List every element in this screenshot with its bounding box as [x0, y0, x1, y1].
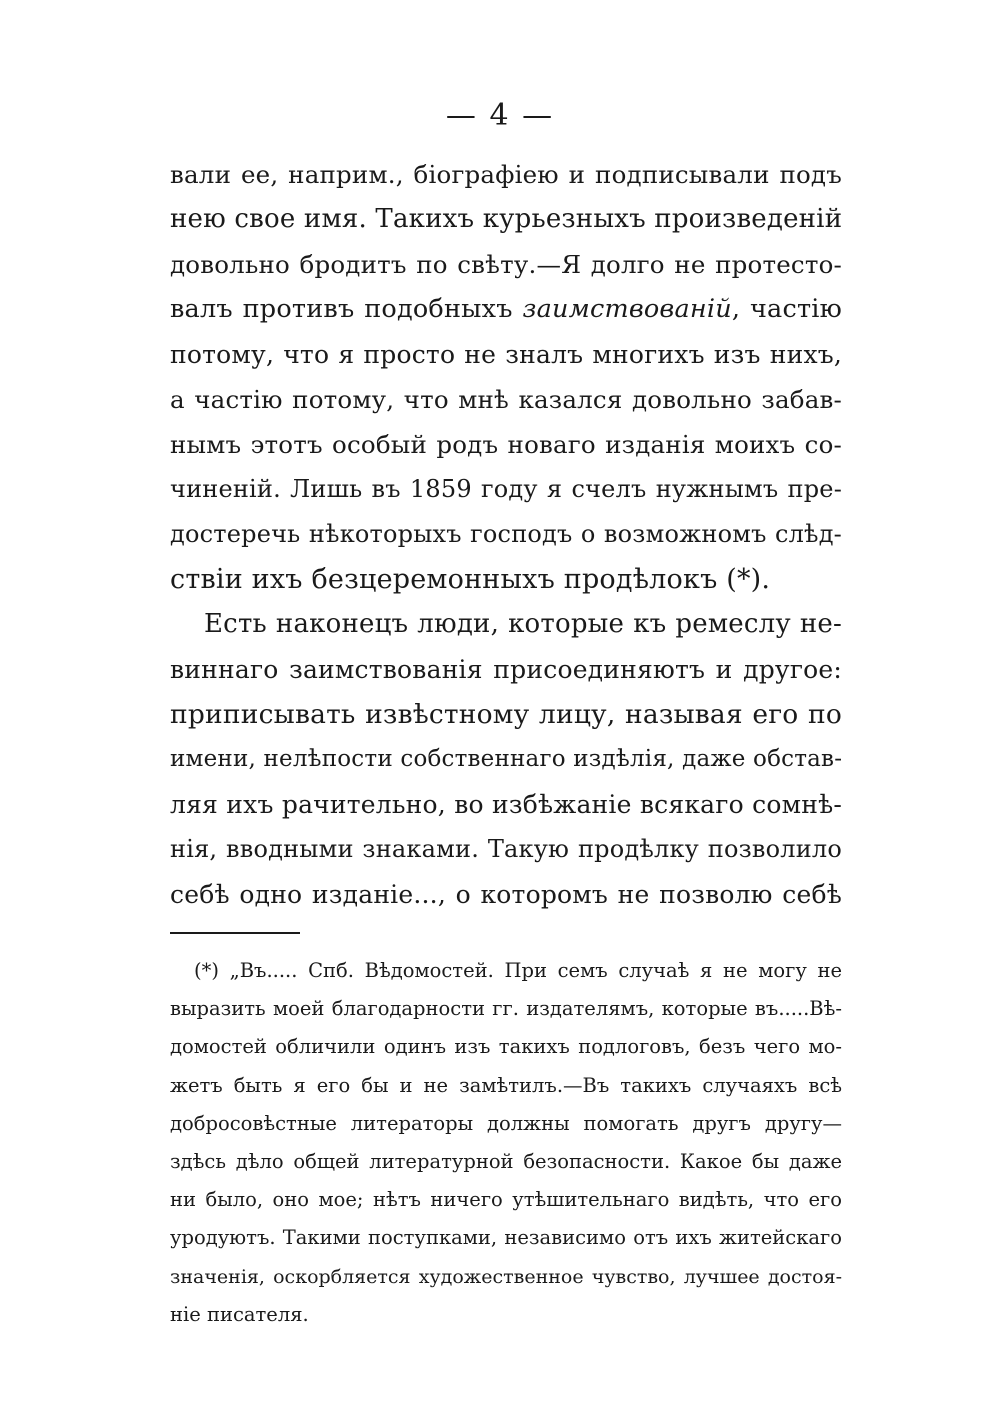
text-line: вали ее, наприм., біографіею и подписывали подъ: [170, 160, 842, 189]
footnote-line: значенія, оскорбляется художественное чувство, лучшее достоя-: [170, 1265, 842, 1288]
footnote-line: домостей обличили одинъ изъ такихъ подлоговъ, безъ чего мо-: [170, 1035, 842, 1059]
text-span: валъ противъ подобныхъ: [170, 294, 523, 324]
footnote-line: ніе писателя.: [170, 1302, 309, 1326]
page-number: — 4 —: [445, 98, 555, 133]
text-line: довольно бродитъ по свѣту.—Я долго не протесто-: [170, 250, 842, 279]
italic-word: заимствованій: [522, 294, 732, 324]
text-span: , частію: [731, 294, 843, 324]
text-line: приписывать извѣстному лицу, называя его по: [170, 699, 842, 730]
text-line: ствіи ихъ безцеремонныхъ продѣлокъ (*).: [170, 564, 771, 595]
text-line: а частію потому, что мнѣ казался довольно забав-: [170, 385, 842, 414]
footnote-line: выразить моей благодарности гг. издателямъ, которые въ.....Вѣ-: [170, 997, 842, 1021]
text-line: достеречь нѣкоторыхъ господъ о возможномъ слѣд-: [170, 520, 842, 548]
text-line: [170, 287, 842, 332]
main-text: [170, 152, 842, 917]
text-line: нымъ этотъ особый родъ новаго изданія моихъ со-: [170, 430, 842, 459]
text-line: нія, вводными знаками. Такую продѣлку позволило: [170, 835, 842, 863]
paragraph-start-line: Есть наконецъ люди, которые къ ремеслу не-: [204, 609, 842, 639]
footnote-divider: [170, 932, 300, 934]
footnote: [170, 952, 842, 1334]
footnote-line: ни было, оно мое; нѣтъ ничего утѣшительнаго видѣть, что его: [170, 1188, 842, 1212]
footnote-line: (*) „Въ..... Спб. Вѣдомостей. При семъ случаѣ я не могу не: [194, 959, 842, 982]
text-line: чиненій. Лишь въ 1859 году я счелъ нужнымъ пре-: [170, 475, 842, 503]
text-line: потому, что я просто не зналъ многихъ изъ нихъ,: [170, 340, 842, 369]
footnote-line: здѣсь дѣло общей литературной безопасности. Какое бы даже: [170, 1149, 842, 1173]
text-line: себѣ одно изданіе..., о которомъ не позволю себѣ: [170, 880, 842, 909]
footnote-line: уродуютъ. Такими поступками, независимо отъ ихъ житейскаго: [170, 1226, 842, 1250]
footnote-line: жетъ быть я его бы и не замѣтилъ.—Въ такихъ случаяхъ всѣ: [170, 1073, 842, 1097]
text-line: имени, нелѣпости собственнаго издѣлія, даже обстав-: [170, 746, 843, 772]
text-line: виннаго заимствованія присоединяютъ и другое:: [170, 655, 842, 684]
text-line: нею свое имя. Такихъ курьезныхъ произведеній: [170, 204, 843, 234]
footnote-line: добросовѣстные литераторы должны помогать другъ другу—: [170, 1111, 842, 1135]
text-line: ляя ихъ рачительно, во избѣжаніе всякаго сомнѣ-: [170, 790, 842, 819]
